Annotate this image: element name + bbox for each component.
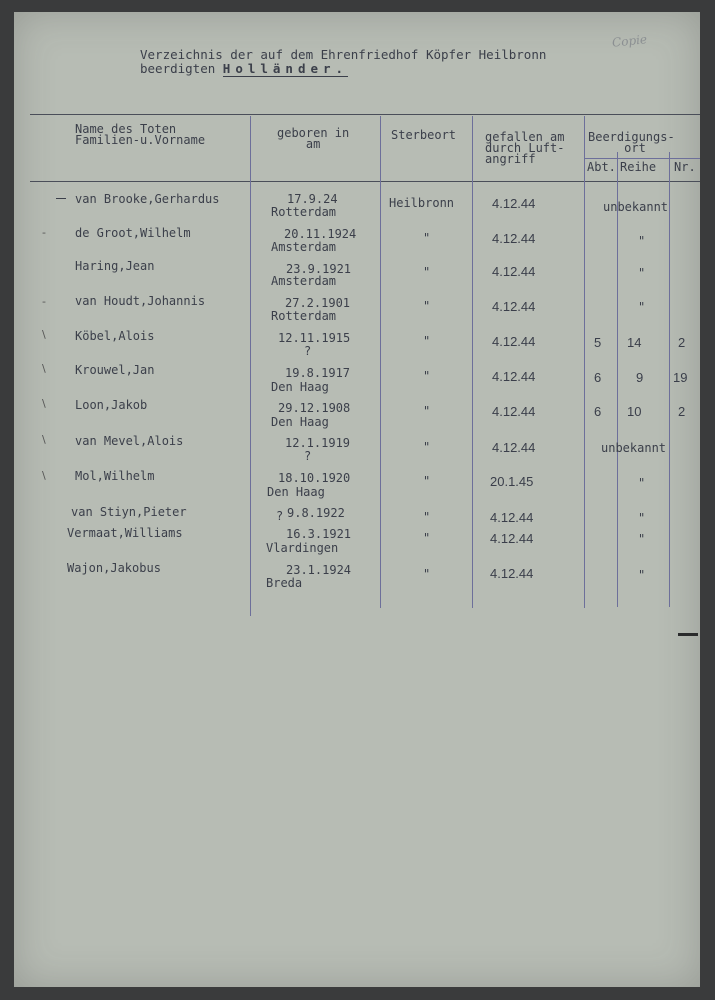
row-1-born-place: Rotterdam bbox=[271, 205, 337, 219]
check-mark: \ bbox=[42, 362, 46, 375]
column-divider-3 bbox=[472, 116, 473, 608]
check-mark: \ bbox=[42, 469, 46, 482]
column-divider-5 bbox=[617, 152, 618, 607]
row-7-name: Loon,Jakob bbox=[75, 398, 148, 412]
row-12-born-date: 23.1.1924 bbox=[286, 563, 352, 577]
document-title bbox=[140, 48, 546, 76]
check-mark: - bbox=[42, 226, 46, 239]
header-burial: Beerdigungs- ort bbox=[588, 130, 675, 155]
pencil-annotation: Copie bbox=[611, 32, 648, 50]
row-10-born-place: ? bbox=[276, 509, 284, 523]
header-name: Name des Toten Familien-u.Vorname bbox=[75, 122, 206, 147]
row-10-born-date: 9.8.1922 bbox=[287, 506, 345, 520]
row-6-fallen: 4.12.44 bbox=[492, 369, 536, 384]
row-10-name: van Stiyn,Pieter bbox=[71, 505, 187, 519]
row-4-fallen: 4.12.44 bbox=[492, 299, 536, 314]
check-mark: - bbox=[42, 295, 46, 308]
row-10-fallen: 4.12.44 bbox=[490, 510, 534, 525]
row-8-name: van Mevel,Alois bbox=[75, 434, 184, 448]
row-6-born-date: 19.8.1917 bbox=[285, 366, 351, 380]
row-12-burial-ditto: " bbox=[638, 568, 646, 582]
row-5-abt: 5 bbox=[594, 335, 602, 350]
header-nr: Nr. bbox=[674, 160, 696, 174]
row-4-born-place: Rotterdam bbox=[271, 309, 337, 323]
row-5-nr: 2 bbox=[678, 335, 686, 350]
row-2-born-date: 20.11.1924 bbox=[284, 227, 357, 241]
row-5-born-date: 12.11.1915 bbox=[278, 331, 351, 345]
row-4-death-place: " bbox=[423, 299, 431, 313]
row-3-burial-ditto: " bbox=[638, 266, 646, 280]
row-11-born-place: Vlardingen bbox=[266, 541, 339, 555]
row-4-name: van Houdt,Johannis bbox=[75, 294, 206, 308]
row-1-death-place: Heilbronn bbox=[389, 196, 455, 210]
row-6-death-place: " bbox=[423, 369, 431, 383]
header-abt: Abt. bbox=[587, 160, 616, 174]
table-top-rule bbox=[30, 114, 700, 115]
row-9-death-place: " bbox=[423, 474, 431, 488]
header-death-place: Sterbeort bbox=[391, 128, 457, 142]
row-9-born-place: Den Haag bbox=[267, 485, 325, 499]
row-12-death-place: " bbox=[423, 567, 431, 581]
check-mark: \ bbox=[42, 328, 46, 341]
row-8-born-place: ? bbox=[304, 449, 312, 463]
row-2-name: de Groot,Wilhelm bbox=[75, 226, 191, 240]
row-10-burial-ditto: " bbox=[638, 511, 646, 525]
check-mark bbox=[56, 198, 66, 199]
row-9-fallen: 20.1.45 bbox=[490, 474, 534, 489]
row-6-born-place: Den Haag bbox=[271, 380, 329, 394]
row-5-fallen: 4.12.44 bbox=[492, 334, 536, 349]
table-header-rule bbox=[30, 181, 700, 182]
row-7-born-place: Den Haag bbox=[271, 415, 329, 429]
row-3-name: Haring,Jean bbox=[75, 259, 155, 273]
row-11-name: Vermaat,Williams bbox=[67, 526, 183, 540]
row-6-nr: 19 bbox=[673, 370, 688, 385]
row-7-nr: 2 bbox=[678, 404, 686, 419]
row-7-abt: 6 bbox=[594, 404, 602, 419]
row-2-fallen: 4.12.44 bbox=[492, 231, 536, 246]
row-3-death-place: " bbox=[423, 265, 431, 279]
row-6-abt: 6 bbox=[594, 370, 602, 385]
column-divider-1 bbox=[250, 116, 251, 616]
column-divider-4 bbox=[584, 116, 585, 608]
row-12-name: Wajon,Jakobus bbox=[67, 561, 161, 575]
row-7-fallen: 4.12.44 bbox=[492, 404, 536, 419]
row-5-name: Köbel,Alois bbox=[75, 329, 155, 343]
row-8-burial-note: unbekannt bbox=[601, 441, 667, 455]
row-5-reihe: 14 bbox=[627, 335, 642, 350]
row-11-fallen: 4.12.44 bbox=[490, 531, 534, 546]
row-6-name: Krouwel,Jan bbox=[75, 363, 155, 377]
row-8-death-place: " bbox=[423, 440, 431, 454]
header-born: geboren in am bbox=[277, 126, 350, 151]
row-12-born-place: Breda bbox=[266, 576, 303, 590]
row-11-death-place: " bbox=[423, 531, 431, 545]
title-line-2-emphasis: Holländer. bbox=[222, 61, 349, 76]
row-3-born-date: 23.9.1921 bbox=[286, 262, 352, 276]
row-3-born-place: Amsterdam bbox=[271, 274, 337, 288]
header-fallen: gefallen am durch Luft- angriff bbox=[485, 130, 565, 166]
row-1-burial-note: unbekannt bbox=[603, 200, 669, 214]
row-6-reihe: 9 bbox=[636, 370, 644, 385]
column-divider-2 bbox=[380, 116, 381, 608]
row-4-burial-ditto: " bbox=[638, 300, 646, 314]
check-mark: \ bbox=[42, 433, 46, 446]
row-5-death-place: " bbox=[423, 334, 431, 348]
column-divider-6 bbox=[669, 152, 670, 607]
row-1-name: van Brooke,Gerhardus bbox=[75, 192, 220, 206]
row-7-born-date: 29.12.1908 bbox=[278, 401, 351, 415]
row-7-death-place: " bbox=[423, 404, 431, 418]
row-2-born-place: Amsterdam bbox=[271, 240, 337, 254]
title-line-1: Verzeichnis der auf dem Ehrenfriedhof Köpfer Heilbronn bbox=[140, 47, 547, 62]
row-11-born-date: 16.3.1921 bbox=[286, 527, 352, 541]
row-7-reihe: 10 bbox=[627, 404, 642, 419]
burial-subheader-rule bbox=[585, 158, 700, 159]
row-3-fallen: 4.12.44 bbox=[492, 264, 536, 279]
row-12-fallen: 4.12.44 bbox=[490, 566, 534, 581]
title-line-2-prefix: beerdigten bbox=[140, 61, 223, 76]
row-4-born-date: 27.2.1901 bbox=[285, 296, 351, 310]
row-9-born-date: 18.10.1920 bbox=[278, 471, 351, 485]
paper-edge-mark bbox=[678, 633, 698, 636]
row-1-born-date: 17.9.24 bbox=[287, 192, 338, 206]
row-5-born-place: ? bbox=[304, 344, 312, 358]
row-9-name: Mol,Wilhelm bbox=[75, 469, 155, 483]
row-11-burial-ditto: " bbox=[638, 532, 646, 546]
header-reihe: Reihe bbox=[620, 160, 657, 174]
row-9-burial-ditto: " bbox=[638, 476, 646, 490]
row-2-burial-ditto: " bbox=[638, 234, 646, 248]
check-mark: \ bbox=[42, 397, 46, 410]
row-2-death-place: " bbox=[423, 231, 431, 245]
row-8-fallen: 4.12.44 bbox=[492, 440, 536, 455]
row-10-death-place: " bbox=[423, 510, 431, 524]
row-8-born-date: 12.1.1919 bbox=[285, 436, 351, 450]
row-1-fallen: 4.12.44 bbox=[492, 196, 536, 211]
